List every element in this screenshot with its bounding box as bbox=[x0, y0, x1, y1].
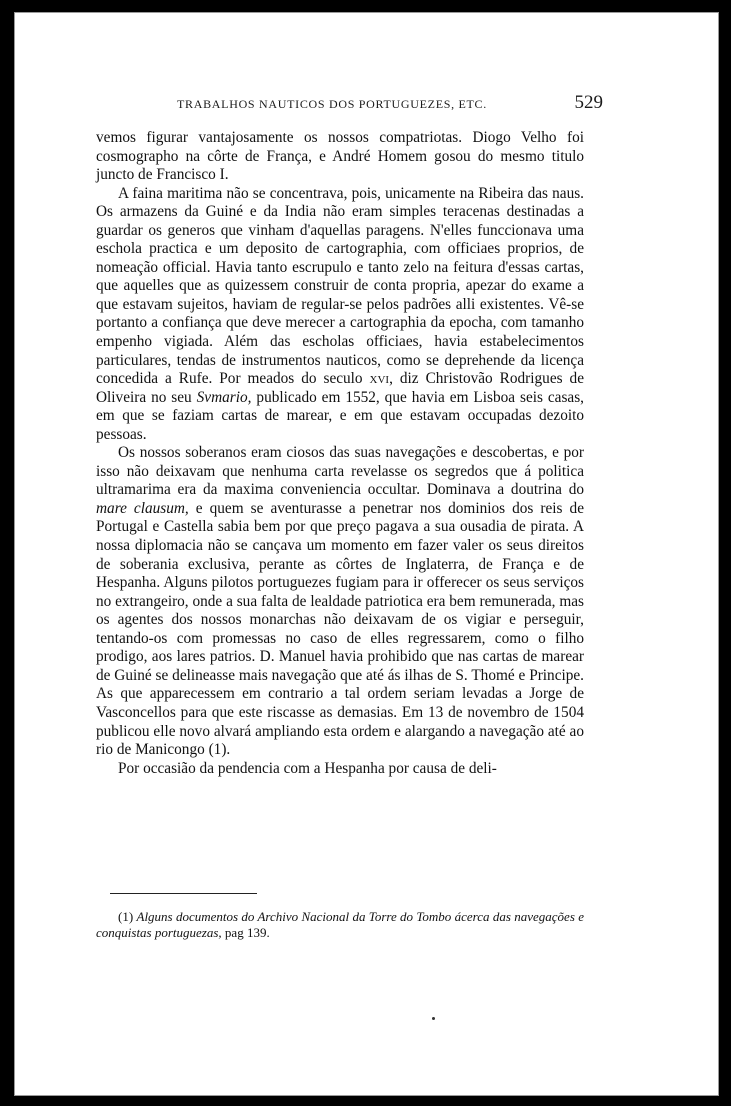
paper-speck bbox=[432, 1017, 435, 1020]
paragraph-2 bbox=[96, 185, 584, 445]
paragraph-1-text: vemos figurar vantajosamente os nossos compatriotas. Diogo Velho foi cosmographo na côrte de França, e André Homem gosou do mesmo titulo juncto de Francisco I. bbox=[96, 129, 584, 184]
paragraph-4 bbox=[96, 760, 584, 779]
footnote bbox=[96, 909, 584, 941]
paragraph-4-text: Por occasião da pendencia com a Hespanha por causa de deli- bbox=[118, 759, 497, 777]
work-title: Svmario, bbox=[196, 388, 252, 406]
running-title: TRABALHOS NAUTICOS DOS PORTUGUEZES, ETC. bbox=[177, 97, 487, 111]
footnote-title: Alguns documentos do Archivo Nacional da Torre do Tombo ácerca das navegações e conquistas portuguezas, bbox=[96, 909, 584, 940]
century-numeral: xvi bbox=[369, 370, 390, 388]
paragraph-1 bbox=[96, 129, 584, 185]
page-header bbox=[111, 92, 603, 116]
footnote-page-ref: pag 139. bbox=[221, 925, 270, 940]
paragraph-2-text-c: publicado em 1552, que havia em Lisboa seis casas, em que se faziam cartas de marear, e em que estavam occupadas dezoito pessoas. bbox=[96, 388, 584, 443]
paragraph-2-text-b: , diz Christovão Rodrigues de Oliveira no seu bbox=[96, 370, 584, 406]
paragraph-2-text-a: A faina maritima não se concentrava, pois, unicamente na Ribeira das naus. Os armazens da Guiné e da India não eram simples teracenas destinadas a guardar os generos que vinham d'aquellas paragens. N'elles funccionava uma eschola practica e um deposito de cartographia, com officiaes proprios, de nomeação official. Havia tanto escrupulo e tanto zelo na feitura d'essas cartas, que aquelles que as quizessem construir de conta propria, apezar do exame a que estavam sujeitos, haviam de regular-se pelos padrões alli existentes. Vê-se portanto a confiança que deve merecer a cartographia da epocha, com tamanho empenho vigiada. Além das escholas officiaes, havia estabelecimentos particulares, tendas de instrumentos nauticos, como se deprehende da licença concedida a Rufe. Por meados do seculo bbox=[96, 184, 584, 388]
footnote-marker: (1) bbox=[118, 909, 137, 924]
footnote-rule bbox=[110, 893, 257, 894]
paragraph-3 bbox=[96, 444, 584, 759]
paragraph-3-text-b: e quem se aventurasse a penetrar nos dominios dos reis de Portugal e Castella sabia bem por que preço pagava a sua ousadia de pirata. A nossa diplomacia não se cançava um momento em fazer valer os seus direitos de soberania exclusiva, perante as côrtes de Inglaterra, de França e de Hespanha. Alguns pilotos portuguezes fugiam para ir offerecer os seus serviços no extrangeiro, onde a sua falta de lealdade patriotica era bem remunerada, mas os agentes dos nossos monarchas não deixavam de os vigiar e perseguir, tentando-os com promessas no caso de elles regressarem, como o filho prodigo, aos lares patrios. D. Manuel havia prohibido que nas cartas de marear de Guiné se delineasse mais navegação que até ás ilhas de S. Thomé e Principe. As que apparecessem em contrario a tal ordem seriam levadas a Jorge de Vasconcellos para que este riscasse as demasias. Em 13 de novembro de 1504 publicou elle novo alvará ampliando esta ordem e alargando a navegação até ao rio de Manicongo (1). bbox=[96, 499, 584, 759]
paragraph-3-text-a: Os nossos soberanos eram ciosos das suas navegações e descobertas, e por isso não deixavam que nenhuma carta revelasse os segredos que á politica ultramarima era da maxima conveniencia occultar. Dominava a doutrina do bbox=[96, 444, 584, 499]
page-number: 529 bbox=[574, 92, 603, 113]
latin-phrase: mare clausum, bbox=[96, 499, 189, 517]
body-text bbox=[96, 129, 584, 778]
